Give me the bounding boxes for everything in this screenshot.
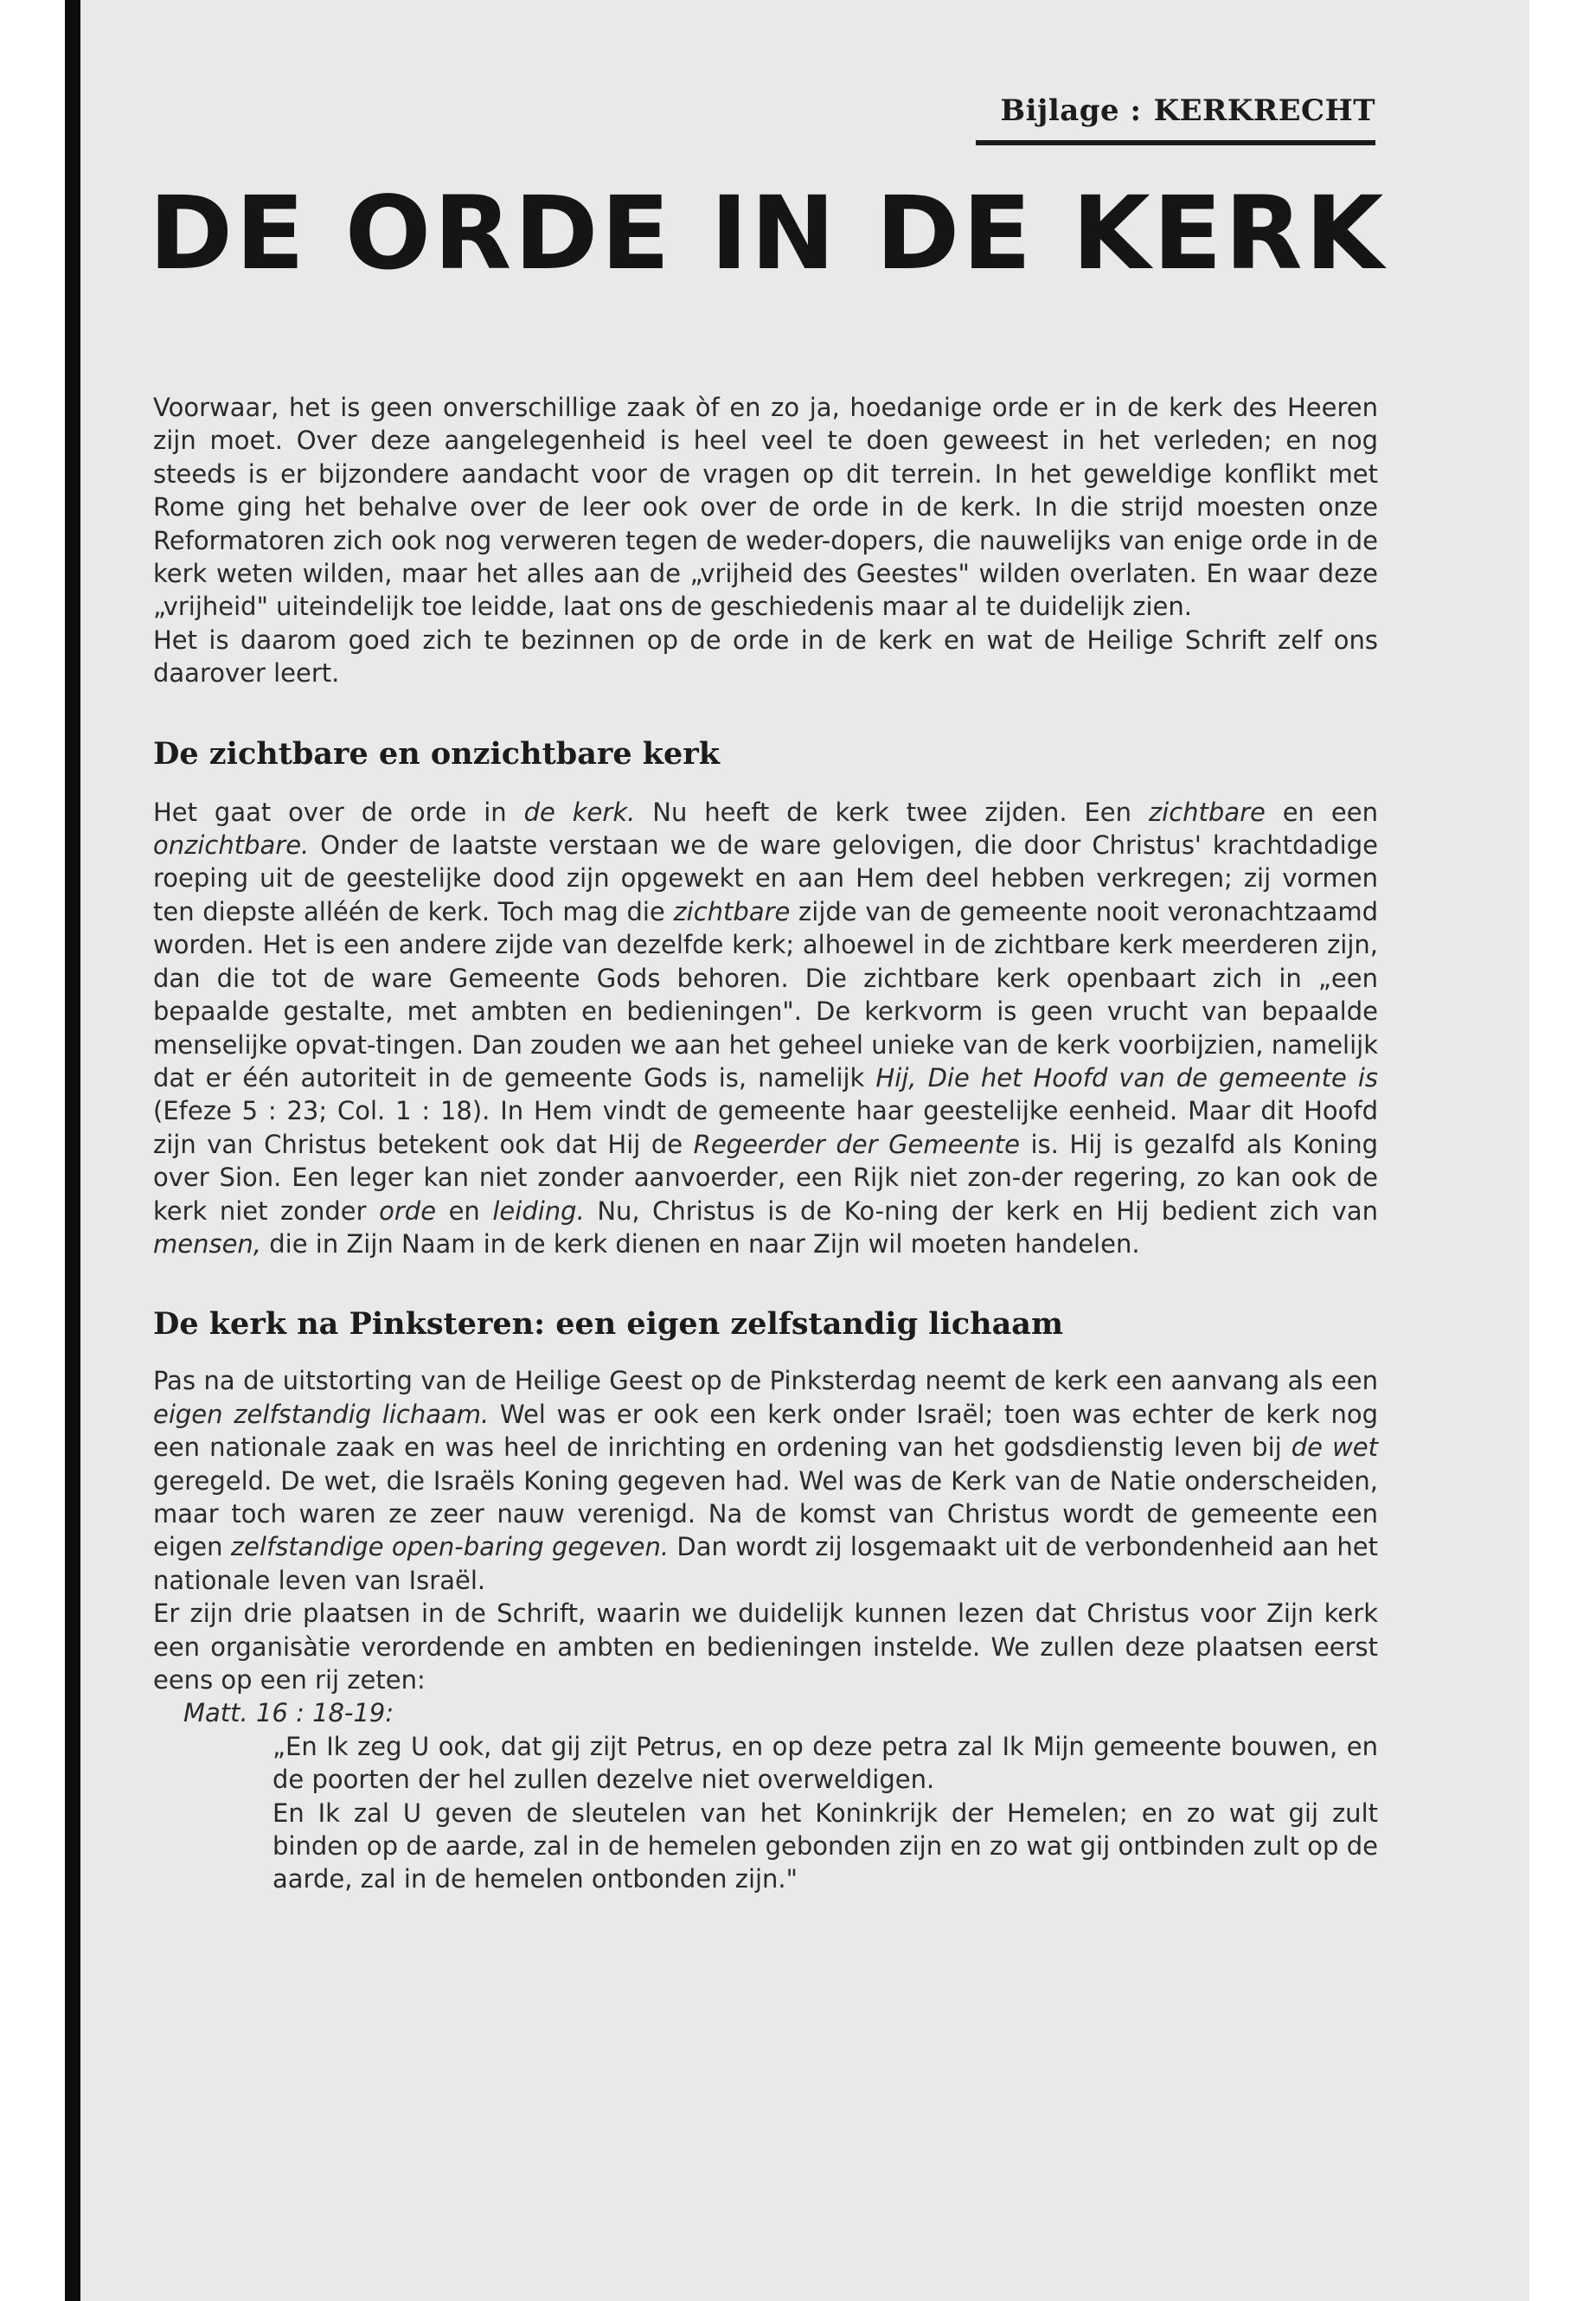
scan-margin-right xyxy=(1529,0,1596,2301)
scan-black-bar xyxy=(65,0,80,2301)
text-run: Het gaat over de orde in xyxy=(153,797,524,827)
intro-paragraph-2: Het is daarom goed zich te bezinnen op de orde in de kerk en wat de Heilige Schrift zelf ons daarover leert. xyxy=(153,625,1378,689)
text-run: Onder de laatste verstaan we de ware gelovigen, die door Christus' krachtdadige roeping uit de geestelijke dood zijn opgewekt en aan Hem deel hebben verkregen; zij vormen ten diepste alléén de kerk. Toch mag die xyxy=(153,830,1378,926)
scan-margin-left xyxy=(0,0,74,2301)
emphasis-run: zichtbare xyxy=(1148,797,1266,827)
emphasis-run: orde xyxy=(379,1195,437,1226)
emphasis-run: zichtbare xyxy=(673,896,791,926)
emphasis-run: Regeerder der Gemeente xyxy=(693,1129,1020,1159)
emphasis-run: onzichtbare. xyxy=(153,830,310,861)
text-run: die in Zijn Naam in de kerk dienen en naar Zijn wil moeten handelen. xyxy=(261,1228,1140,1259)
scripture-reference: Matt. 16 : 18-19: xyxy=(183,1698,394,1728)
text-run: Nu heeft de kerk twee zijden. Een xyxy=(635,797,1149,827)
text-run: en een xyxy=(1265,797,1378,827)
text-run: is. Hij is gezalfd als Koning over Sion. Een leger kan niet zonder aanvoerder, een Rijk niet zon-der regering, zo kan ook de kerk niet zonder xyxy=(153,1129,1378,1226)
article-body xyxy=(153,391,1378,1896)
emphasis-run: Hij, Die het Hoofd van de gemeente is xyxy=(875,1062,1379,1093)
emphasis-run: de kerk. xyxy=(523,797,636,827)
intro-paragraph: Voorwaar, het is geen onverschillige zaak òf en zo ja, hoedanige orde er in de kerk des Heeren zijn moet. Over deze aangelegenheid is heel veel te doen geweest in het verleden; en nog steeds is er bijzondere aandacht voor de vragen op dit terrein. In het geweldige konflikt met Rome ging het behalve over de leer ook over de orde in de kerk. In die strijd moesten onze Reformatoren zich ook nog verweren tegen de weder-dopers, die nauwelijks van enige orde in de kerk weten wilden, maar het alles aan de „vrijheid des Geestes" wilden overlaten. En waar deze „vrijheid" uiteindelijk toe leidde, laat ons de geschiedenis maar al te duidelijk zien. xyxy=(153,393,1378,622)
page-title: DE ORDE IN DE KERK xyxy=(149,174,1387,292)
text-run: (Efeze 5 : 23; Col. 1 : 18). In Hem vindt de gemeente haar geestelijke eenheid. Maar dit Hoofd zijn van Christus betekent ook dat Hij de xyxy=(153,1096,1378,1159)
appendix-label-prefix: Bijlage : xyxy=(1000,93,1142,128)
emphasis-run: de wet xyxy=(1291,1433,1378,1463)
scripture-quote-line-1: „En Ik zeg U ook, dat gij zijt Petrus, en op deze petra zal Ik Mijn gemeente bouwen, en de poorten der hel zullen dezelve niet overweldigen. xyxy=(272,1731,1378,1795)
text-run: Nu, Christus is de Ko-ning der kerk en Hij bedient zich van xyxy=(584,1195,1378,1226)
text-run: Pas na de uitstorting van de Heilige Geest op de Pinksterdag neemt de kerk een aanvang als een xyxy=(153,1366,1378,1396)
emphasis-run: zelfstandige open-baring gegeven. xyxy=(230,1532,670,1562)
text-run: geregeld. De wet, die Israëls Koning gegeven had. Wel was de Kerk van de Natie onderscheiden, maar toch waren ze zeer nauw verenigd. Na de komst van Christus wordt de gemeente een eigen xyxy=(153,1465,1378,1562)
emphasis-run: eigen zelfstandig lichaam. xyxy=(153,1399,490,1429)
appendix-label-topic: KERKRECHT xyxy=(1153,93,1375,128)
scripture-quote-line-2: En Ik zal U geven de sleutelen van het Koninkrijk der Hemelen; en zo wat gij zult binden op de aarde, zal in de hemelen gebonden zijn en zo wat gij ontbinden zult op de aarde, zal in de hemelen ontbonden zijn." xyxy=(272,1798,1378,1894)
appendix-label xyxy=(882,93,1375,128)
text-run: Dan wordt zij losgemaakt uit de verbondenheid aan het nationale leven van Israël. xyxy=(153,1532,1378,1595)
section-heading-visible-church: De zichtbare en onzichtbare kerk xyxy=(153,735,720,772)
section2-paragraph xyxy=(153,1364,1378,1597)
text-run: Wel was er ook een kerk onder Israël; toen was echter de kerk nog een nationale zaak en was heel de inrichting en ordening van het godsdienstig leven bij xyxy=(153,1399,1378,1463)
section2-paragraph-2: Er zijn drie plaatsen in de Schrift, waarin we duidelijk kunnen lezen dat Christus voor Zijn kerk een organisàtie verordende en ambten en bedieningen instelde. We zullen deze plaatsen eerst eens op een rij zeten: xyxy=(153,1599,1378,1695)
emphasis-run: leiding. xyxy=(492,1195,585,1226)
emphasis-run: mensen, xyxy=(153,1228,262,1259)
section1-paragraph xyxy=(153,796,1378,1261)
label-underline xyxy=(976,140,1375,145)
section-heading-pentecost: De kerk na Pinksteren: een eigen zelfstandig lichaam xyxy=(153,1306,1063,1343)
text-run: zijde van de gemeente nooit veronachtzaamd worden. Het is een andere zijde van dezelfde kerk; alhoewel in de zichtbare kerk meerderen zijn, dan die tot de ware Gemeente Gods behoren. Die zichtbare kerk openbaart zich in „een bepaalde gestalte, met ambten en bedieningen". De kerkvorm is geen vrucht van bepaalde menselijke opvat-tingen. Dan zouden we aan het geheel unieke van de kerk voorbijzien, namelijk dat er één autoriteit in de gemeente Gods is, namelijk xyxy=(153,896,1379,1093)
text-run: en xyxy=(436,1195,493,1226)
